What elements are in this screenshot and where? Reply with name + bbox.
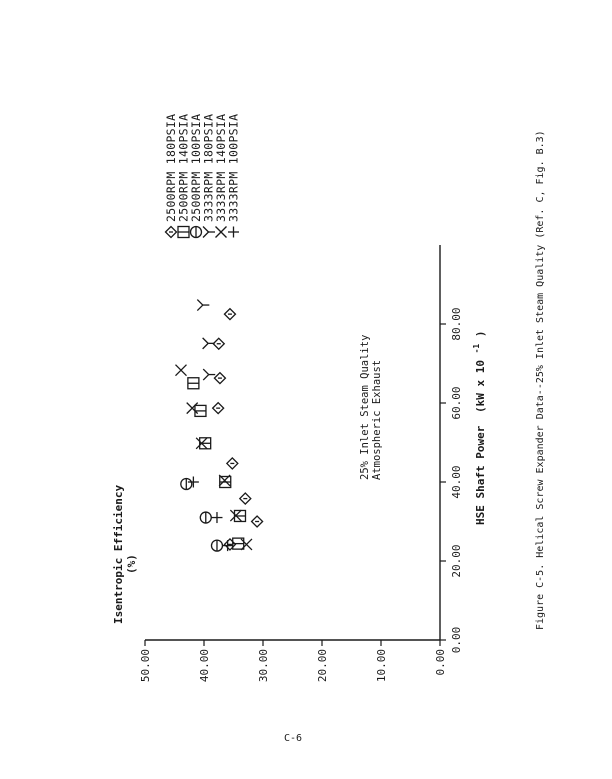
legend-label: 2500RPM 180PSIA [164,113,178,222]
data-point-plus [222,540,233,551]
legend-marker-X [216,227,227,238]
data-point-X [241,539,252,550]
legend-marker-Y [203,227,215,238]
y-tick-label: 40.00 [198,649,211,683]
data-markers [175,300,262,552]
data-point-plus [188,477,199,488]
legend-label: 2500RPM 140PSIA [176,113,191,222]
legend-label: 3333RPM 140PSIA [214,113,228,222]
data-point-diamond [213,403,224,414]
figure-caption: Figure C-5. Helical Screw Expander Data--25% Inlet Steam Quality (Ref. C, Fig. B.3) [535,130,546,630]
data-point-circle [211,540,222,551]
legend-label: 3333RPM 180PSIA [201,113,216,222]
annotation-line-2: Atmospheric Exhaust [371,359,383,480]
x-tick-label: 20.00 [450,544,463,578]
data-point-Y [203,338,215,349]
chart-area [112,114,487,682]
y-tick-label: 10.00 [375,649,388,683]
x-tick-label: 0.00 [450,626,463,654]
y-tick-label: 30.00 [257,649,270,683]
x-ticks [440,307,463,653]
data-point-diamond [214,373,225,384]
data-point-circle [200,512,211,523]
legend-marker-square [178,227,189,238]
data-point-circle [181,478,192,489]
data-point-diamond [224,309,235,320]
data-point-plus [211,512,222,523]
x-tick-label: 60.00 [450,386,463,420]
legend-marker-plus [228,227,239,238]
caption-group [535,130,546,630]
legend-label: 3333RPM 100PSIA [226,113,241,222]
page-number: C-6 [284,733,303,744]
data-point-square [195,405,206,416]
y-tick-label: 0.00 [434,649,447,676]
data-point-square [220,477,231,488]
legend-label: 2500RPM 100PSIA [189,113,203,222]
data-point-diamond [252,516,263,527]
x-axis-title-main: HSE Shaft Power [474,425,487,525]
legend [164,114,241,238]
data-point-square [188,378,199,389]
x-axis-title-close: ) [474,330,487,338]
data-point-X [175,365,186,376]
y-tick-label: 20.00 [316,649,329,683]
x-tick-label: 80.00 [450,307,463,341]
data-point-diamond [213,338,224,349]
data-point-X [187,403,198,414]
data-point-Y [197,300,209,311]
x-axis-title-exponent: -1 [472,343,481,354]
x-axis-title-units: (kW x 10 [474,360,487,414]
x-axis-title [469,331,487,525]
legend-marker-diamond [166,227,177,238]
data-point-diamond [240,493,251,504]
y-tick-label: 50.00 [139,649,152,683]
data-point-Y [203,369,215,380]
legend-marker-circle [191,227,202,238]
data-point-diamond [227,458,238,469]
data-point-diamond [224,539,235,550]
x-tick-label: 40.00 [450,465,463,499]
y-ticks [139,640,447,682]
y-axis-units: (%) [125,554,138,574]
annotation-line-1: 25% Inlet Steam Quality [359,334,371,480]
y-axis-title: Isentropic Efficiency [112,484,125,624]
